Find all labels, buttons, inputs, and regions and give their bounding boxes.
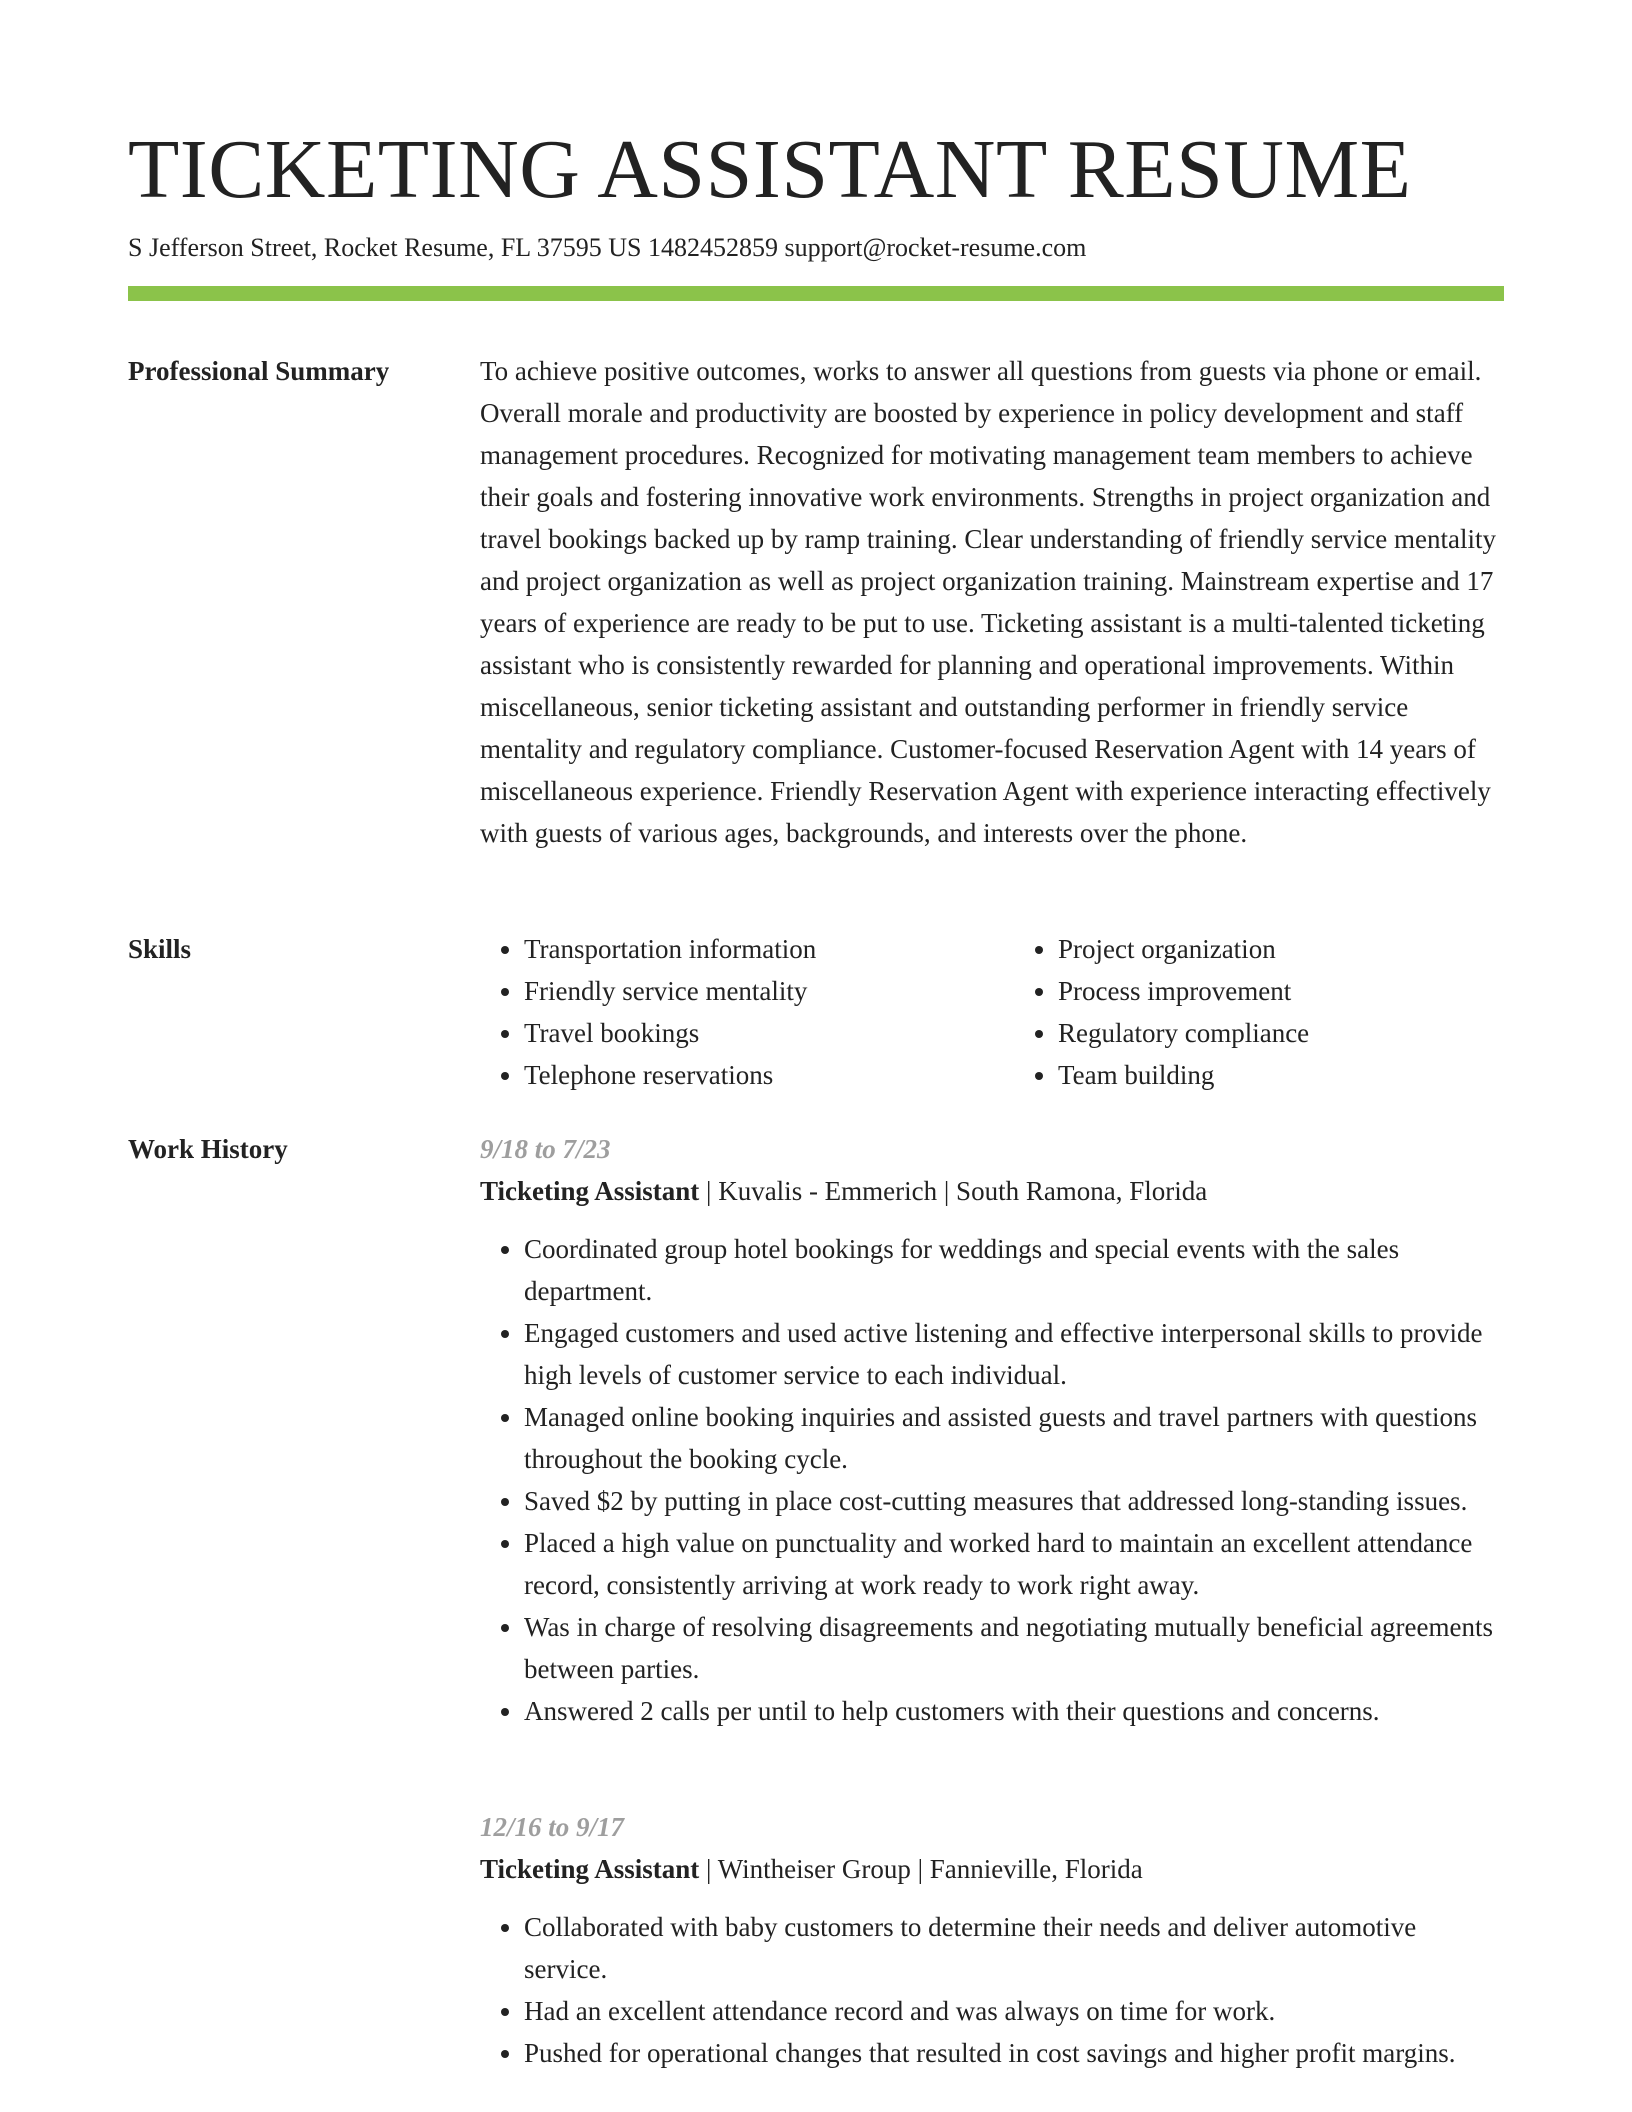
job-heading xyxy=(480,1848,1504,1890)
job-bullet: • Engaged customers and used active listening and effective interpersonal skills to provide high levels of customer service to each individual. xyxy=(524,1312,1504,1396)
resume-title: TICKETING ASSISTANT RESUME xyxy=(128,123,1412,216)
job-title: Ticketing Assistant xyxy=(480,1176,700,1206)
skills-list-right xyxy=(1014,928,1504,1096)
job-bullet: • Coordinated group hotel bookings for weddings and special events with the sales department. xyxy=(524,1228,1504,1312)
skills-body xyxy=(480,928,1504,1096)
job-bullets xyxy=(480,1228,1504,1732)
skills-columns xyxy=(480,928,1504,1096)
job-details: | Wintheiser Group | Fannieville, Florida xyxy=(699,1854,1143,1884)
skill-item: • Transportation information xyxy=(524,928,970,970)
skill-item: • Project organization xyxy=(1058,928,1504,970)
contact-line: S Jefferson Street, Rocket Resume, FL 37595 US 1482452859 support@rocket-resume.com xyxy=(128,233,1087,262)
job-entry xyxy=(480,1806,1504,2074)
skills-heading: Skills xyxy=(128,934,192,964)
skill-item: • Team building xyxy=(1058,1054,1504,1096)
work-history-heading: Work History xyxy=(128,1134,288,1164)
job-bullet: • Had an excellent attendance record and was always on time for work. xyxy=(524,1990,1504,2032)
job-bullet: • Was in charge of resolving disagreements and negotiating mutually beneficial agreements between parties. xyxy=(524,1606,1504,1690)
job-title: Ticketing Assistant xyxy=(480,1854,700,1884)
job-bullet: • Pushed for operational changes that resulted in cost savings and higher profit margins. xyxy=(524,2032,1504,2074)
accent-divider xyxy=(128,286,1504,301)
summary-text: To achieve positive outcomes, works to answer all questions from guests via phone or email. Overall morale and productivity are boosted by experience in policy development and staff management procedures. Recognized for motivating management team members to achieve their goals and fostering innovative work environments. Strengths in project organization and travel bookings backed up by ramp training. Clear understanding of friendly service mentality and project organization as well as project organization training. Mainstream expertise and 17 years of experience are ready to be put to use. Ticketing assistant is a multi-talented ticketing assistant who is consistently rewarded for planning and operational improvements. Within miscellaneous, senior ticketing assistant and outstanding performer in friendly service mentality and regulatory compliance. Customer-focused Reservation Agent with 14 years of miscellaneous experience. Friendly Reservation Agent with experience interacting effectively with guests of various ages, backgrounds, and interests over the phone. xyxy=(480,356,1496,848)
skill-item: • Travel bookings xyxy=(524,1012,970,1054)
skill-item: • Regulatory compliance xyxy=(1058,1012,1504,1054)
job-heading xyxy=(480,1170,1504,1212)
job-bullets xyxy=(480,1906,1504,2074)
job-dates: 12/16 to 9/17 xyxy=(480,1812,625,1842)
job-entry xyxy=(480,1128,1504,1732)
job-bullet: • Collaborated with baby customers to determine their needs and deliver automotive service. xyxy=(524,1906,1504,1990)
skills-list-left xyxy=(480,928,970,1096)
job-bullet: • Answered 2 calls per until to help customers with their questions and concerns. xyxy=(524,1690,1504,1732)
summary-heading: Professional Summary xyxy=(128,356,390,386)
job-details: | Kuvalis - Emmerich | South Ramona, Florida xyxy=(699,1176,1208,1206)
skill-item: • Telephone reservations xyxy=(524,1054,970,1096)
job-dates: 9/18 to 7/23 xyxy=(480,1134,611,1164)
job-bullet: • Saved $2 by putting in place cost-cutting measures that addressed long-standing issues. xyxy=(524,1480,1504,1522)
summary-body xyxy=(480,350,1504,854)
job-bullet: • Managed online booking inquiries and assisted guests and travel partners with questions throughout the booking cycle. xyxy=(524,1396,1504,1480)
job-bullet: • Placed a high value on punctuality and worked hard to maintain an excellent attendance record, consistently arriving at work ready to work right away. xyxy=(524,1522,1504,1606)
skill-item: • Process improvement xyxy=(1058,970,1504,1012)
skill-item: • Friendly service mentality xyxy=(524,970,970,1012)
